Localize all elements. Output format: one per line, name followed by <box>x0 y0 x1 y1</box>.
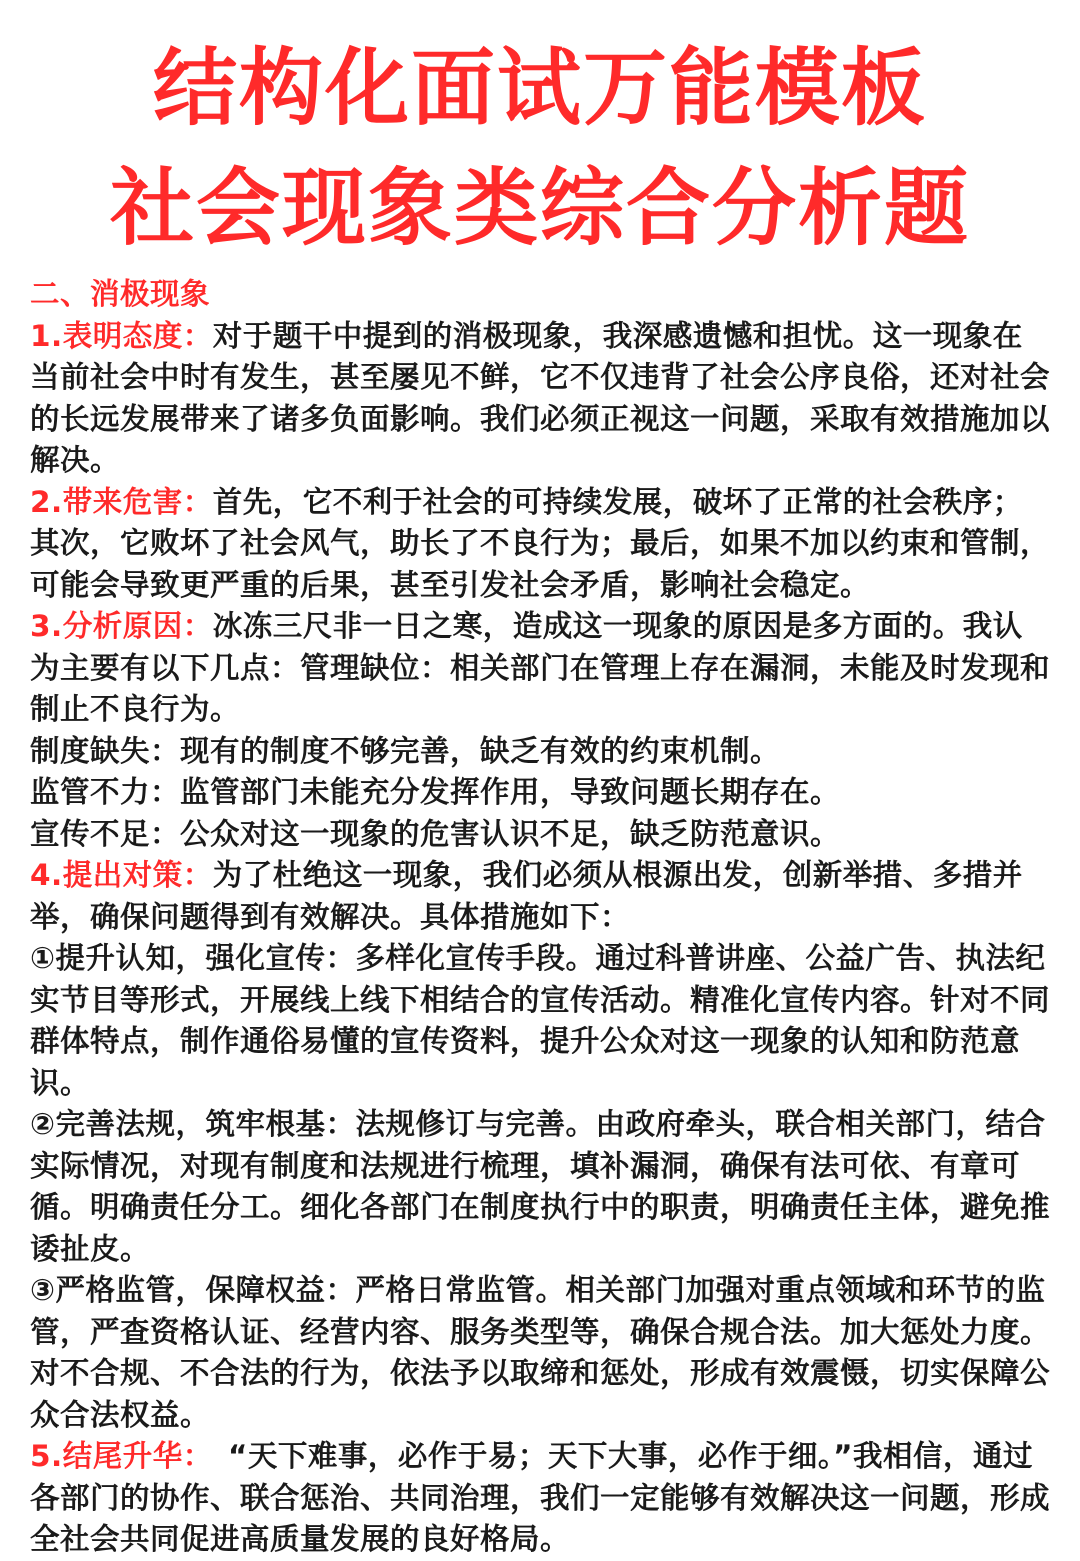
paragraph-text: 对于题干中提到的消极现象，我深感遗憾和担忧。这一现象在当前社会中时有发生，甚至屡见不鲜，它不仅违背了社会公序良俗，还对社会的长远发展带来了诸多负面影响。我们必须正视这一问题，采取有效措施加以解决。 <box>30 318 1051 477</box>
article-body <box>0 274 1080 1561</box>
paragraph-text: 监管不力：监管部门未能充分发挥作用，导致问题长期存在。 <box>30 775 841 809</box>
section-heading: 二、消极现象 <box>30 277 211 311</box>
paragraph-label: 2.带来危害： <box>30 484 213 519</box>
paragraph-label: 3.分析原因： <box>30 609 213 643</box>
measure-item <box>30 1104 1050 1270</box>
paragraph-text: 首先，它不利于社会的可持续发展，破坏了正常的社会秩序；其次，它败坏了社会风气，助长了不良行为；最后，如果不加以约束和管制，可能会导致更严重的后果，甚至引发社会矛盾，影响社会稳定。 <box>30 484 1051 602</box>
cause-item <box>30 731 1050 773</box>
paragraph-label: 5.结尾升华： <box>30 1439 198 1473</box>
paragraph-text: 冰冻三尺非一日之寒，造成这一现象的原因是多方面的。我认为主要有以下几点：管理缺位：相关部门在管理上存在漏洞，未能及时发现和制止不良行为。 <box>30 609 1051 726</box>
paragraph-text: ②完善法规，筑牢根基：法规修订与完善。由政府牵头，联合相关部门，结合实际情况，对现有制度和法规进行梳理，填补漏洞，确保有法可依、有章可循。明确责任分工。细化各部门在制度执行中的职责，明确责任主体，避免推诿扯皮。 <box>30 1107 1051 1266</box>
measure-item <box>30 1270 1050 1436</box>
paragraph-label: 4.提出对策： <box>30 858 213 892</box>
measure-item <box>30 938 1050 1104</box>
paragraph-causes <box>30 606 1050 731</box>
paragraph-countermeasures <box>30 855 1050 938</box>
paragraph-text: 为了杜绝这一现象，我们必须从根源出发，创新举措、多措并举，确保问题得到有效解决。具体措施如下： <box>30 858 1023 934</box>
paragraph-text: “天下难事，必作于易；天下大事，必作于细。”我相信，通过各部门的协作、联合惩治、共同治理，我们一定能够有效解决这一问题，形成全社会共同促进高质量发展的良好格局。 <box>30 1439 1051 1556</box>
paragraph-text: 宣传不足：公众对这一现象的危害认识不足，缺乏防范意识。 <box>30 816 841 851</box>
paragraph-text: ③严格监管，保障权益：严格日常监管。相关部门加强对重点领域和环节的监管，严查资格认证、经营内容、服务类型等，确保合规合法。加大惩处力度。对不合规、不合法的行为，依法予以取缔和惩处，形成有效震慑，切实保障公众合法权益。 <box>30 1273 1051 1432</box>
paragraph-harm <box>30 482 1050 607</box>
subtitle: 社会现象类综合分析题 <box>109 159 970 257</box>
main-title: 结构化面试万能模板 <box>152 39 927 137</box>
cause-item <box>30 814 1050 856</box>
paragraph-text: 制度缺失：现有的制度不够完善，缺乏有效的约束机制。 <box>30 733 781 768</box>
paragraph-conclusion <box>30 1436 1050 1561</box>
paragraph-label: 1.表明态度： <box>30 318 213 353</box>
paragraph-text: ①提升认知，强化宣传：多样化宣传手段。通过科普讲座、公益广告、执法纪实节目等形式，开展线上线下相结合的宣传活动。精准化宣传内容。针对不同群体特点，制作通俗易懂的宣传资料，提升公众对这一现象的认知和防范意识。 <box>30 941 1051 1100</box>
cause-item <box>30 772 1050 814</box>
paragraph-attitude <box>30 316 1050 482</box>
